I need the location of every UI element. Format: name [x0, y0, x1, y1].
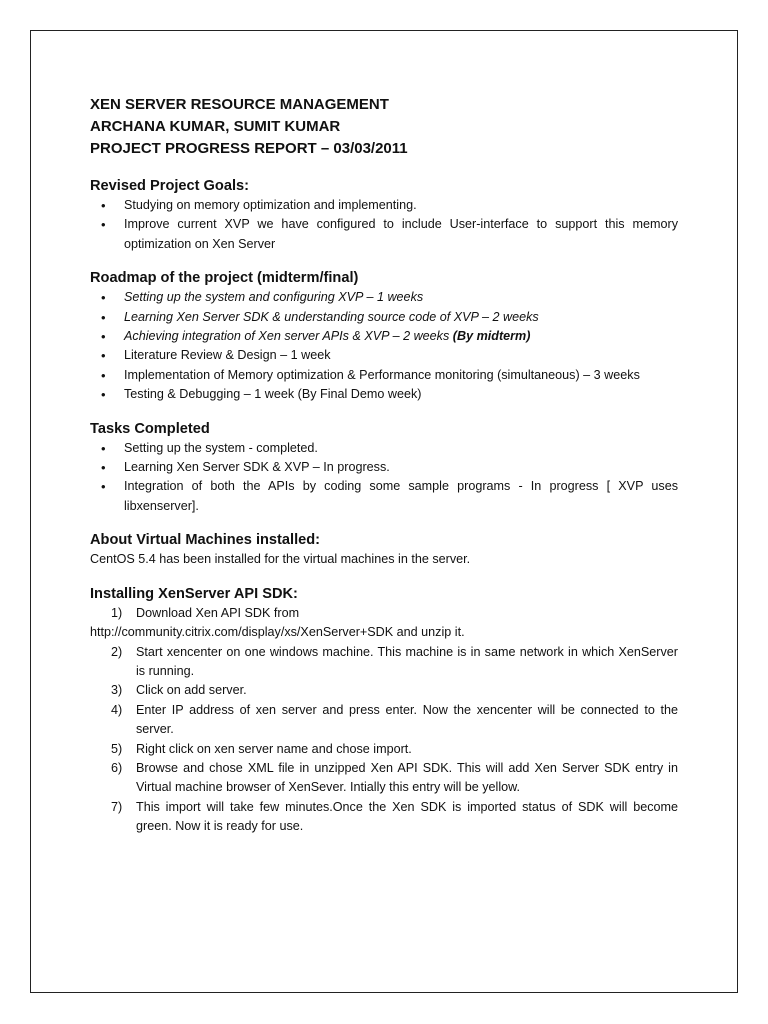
- list-item: • Implementation of Memory optimization & Performance monitoring (simultaneous) – 3 weeks: [90, 366, 678, 385]
- step-number: 3): [111, 683, 123, 698]
- list-item: 5) Right click on xen server name and chose import.: [90, 740, 678, 759]
- list-item: 3) Click on add server.: [90, 681, 678, 700]
- list-item: • Testing & Debugging – 1 week (By Final Demo week): [90, 385, 678, 404]
- list-item: • Improve current XVP we have configured to include User-interface to support this memory optimization on Xen Server: [101, 217, 678, 251]
- document-report-date: PROJECT PROGRESS REPORT – 03/03/2011: [90, 140, 408, 157]
- tasks-list: [90, 439, 678, 517]
- step-number: 6): [111, 760, 123, 775]
- sdk-steps-list-continued: [90, 643, 678, 837]
- sdk-heading: Installing XenServer API SDK:: [90, 585, 298, 602]
- document-body: [90, 94, 678, 837]
- document-title: XEN SERVER RESOURCE MANAGEMENT: [90, 96, 389, 113]
- step-number: 5): [111, 741, 123, 756]
- document-authors: ARCHANA KUMAR, SUMIT KUMAR: [90, 118, 341, 135]
- tasks-heading: Tasks Completed: [90, 420, 210, 437]
- bullet-icon: •: [101, 367, 106, 383]
- list-item: 2) Start xencenter on one windows machine. This machine is in same network in which XenServer is running.: [111, 644, 678, 678]
- bullet-icon: •: [101, 217, 106, 233]
- list-item: • Learning Xen Server SDK & understanding source code of XVP – 2 weeks: [90, 308, 678, 327]
- step-number: 2): [111, 644, 123, 659]
- list-item: • Setting up the system and configuring XVP – 1 weeks: [90, 288, 678, 307]
- bullet-icon: •: [101, 309, 106, 325]
- bullet-icon: •: [101, 348, 106, 364]
- bullet-icon: •: [101, 290, 106, 306]
- step-number: 4): [111, 702, 123, 717]
- list-item: 7) This import will take few minutes.Once the Xen SDK is imported status of SDK will become green. Now it is ready for use.: [111, 799, 678, 834]
- roadmap-list: [90, 288, 678, 404]
- bullet-icon: •: [101, 460, 106, 476]
- list-item: 6) Browse and chose XML file in unzipped Xen API SDK. This will add Xen Server SDK entry in Virtual machine browser of XenSever. Intially this entry will be yellow.: [111, 760, 678, 795]
- list-item: • Studying on memory optimization and implementing.: [90, 196, 678, 215]
- list-item: 1) Download Xen API SDK from: [90, 604, 678, 623]
- list-item: • Setting up the system - completed.: [90, 439, 678, 458]
- bullet-icon: •: [101, 387, 106, 403]
- list-item: 4) Enter IP address of xen server and press enter. Now the xencenter will be connected to the server.: [111, 702, 678, 737]
- bullet-icon: •: [101, 479, 106, 495]
- list-item: • Integration of both the APIs by coding some sample programs - In progress [ XVP uses libxenserver].: [101, 479, 678, 513]
- sdk-download-url: http://community.citrix.com/display/xs/XenServer+SDK and unzip it.: [90, 625, 465, 640]
- goals-list: [90, 196, 678, 254]
- bullet-icon: •: [101, 440, 106, 456]
- list-item: • Learning Xen Server SDK & XVP – In progress.: [90, 458, 678, 477]
- goals-heading: Revised Project Goals:: [90, 178, 249, 194]
- bullet-icon: •: [101, 329, 106, 345]
- vms-heading: About Virtual Machines installed:: [90, 532, 321, 549]
- step-number: 1): [111, 605, 123, 620]
- vms-text: CentOS 5.4 has been installed for the virtual machines in the server.: [90, 552, 471, 567]
- bullet-icon: •: [101, 198, 106, 213]
- sdk-steps-list: [90, 604, 678, 623]
- step-number: 7): [111, 799, 123, 814]
- roadmap-heading: Roadmap of the project (midterm/final): [90, 270, 359, 287]
- midterm-marker: (By midterm): [452, 329, 531, 344]
- list-item: • Literature Review & Design – 1 week: [90, 346, 678, 365]
- list-item: • Achieving integration of Xen server APIs & XVP – 2 weeks (By midterm): [90, 327, 678, 346]
